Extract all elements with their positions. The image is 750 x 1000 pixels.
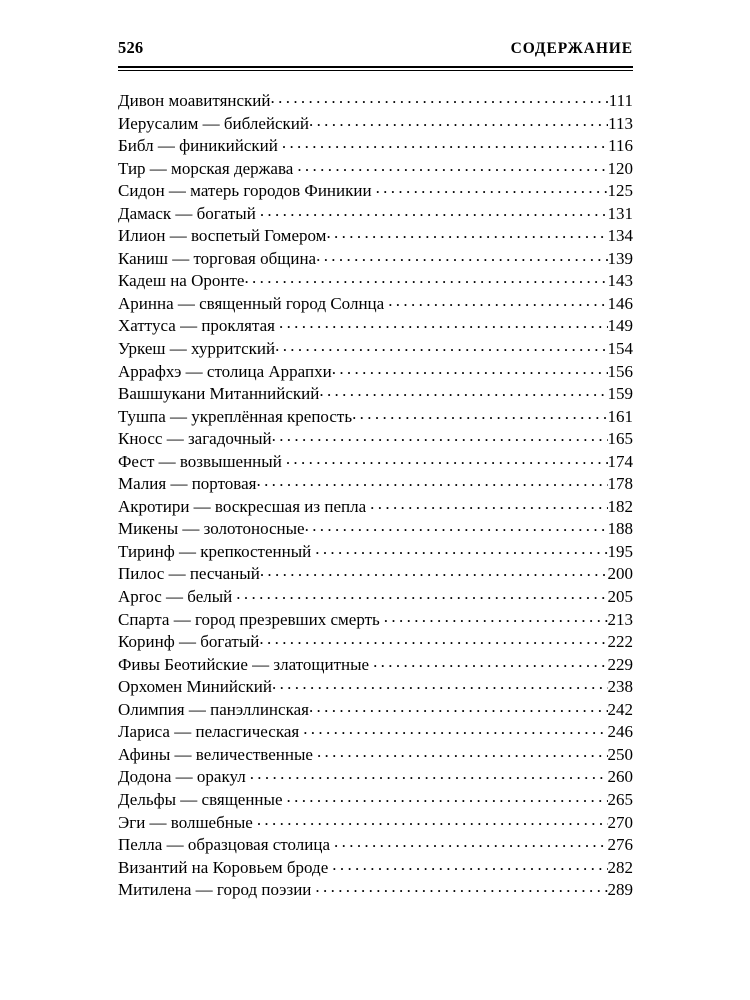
toc-entry-title: Аринна — священный город Солнца [118, 293, 385, 313]
toc-entry-page-number: 182 [607, 496, 633, 516]
toc-entry[interactable] [118, 134, 633, 157]
toc-dot-leader [384, 608, 608, 625]
toc-entry-page-number: 270 [607, 812, 633, 832]
toc-dot-leader [332, 360, 608, 377]
toc-entry-title: Вашшукани Митаннийский [118, 384, 320, 404]
toc-entry[interactable] [118, 179, 633, 202]
page-folio-number: 526 [118, 38, 144, 57]
toc-dot-leader [309, 112, 608, 129]
toc-dot-leader [319, 382, 607, 399]
toc-entry-page-number: 154 [607, 339, 633, 359]
toc-entry-page-number: 116 [608, 136, 633, 156]
toc-entry-title: Акротири — воскресшая из пепла [118, 496, 367, 516]
toc-entry[interactable] [118, 540, 633, 563]
toc-entry-page-number: 156 [607, 361, 633, 381]
toc-entry-title: Афины — величественные [118, 744, 313, 764]
toc-entry-title: Кносс — загадочный [118, 429, 272, 449]
toc-entry[interactable] [118, 720, 633, 743]
toc-dot-leader [282, 134, 608, 151]
toc-entry-title: Лариса — пеласгическая [118, 722, 300, 742]
toc-entry-page-number: 222 [607, 632, 633, 652]
toc-dot-leader [286, 450, 608, 467]
toc-entry[interactable] [118, 427, 633, 450]
toc-entry[interactable] [118, 382, 633, 405]
toc-entry[interactable] [118, 630, 633, 653]
toc-dot-leader [287, 788, 608, 805]
toc-entry[interactable] [118, 224, 633, 247]
toc-entry[interactable] [118, 202, 633, 225]
toc-entry-page-number: 250 [607, 744, 633, 764]
toc-entry[interactable] [118, 856, 633, 879]
toc-entry-page-number: 276 [607, 835, 633, 855]
toc-entry[interactable] [118, 878, 633, 901]
toc-dot-leader [271, 89, 609, 106]
toc-entry-page-number: 289 [607, 880, 633, 900]
toc-entry-page-number: 178 [607, 474, 633, 494]
toc-entry[interactable] [118, 517, 633, 540]
toc-entry-title: Византий на Коровьем броде [118, 857, 329, 877]
toc-dot-leader [244, 269, 607, 286]
toc-entry-title: Дельфы — священные [118, 789, 283, 809]
toc-entry[interactable] [118, 653, 633, 676]
toc-entry-page-number: 265 [607, 789, 633, 809]
toc-entry-page-number: 195 [607, 541, 633, 561]
toc-entry-title: Малия — портовая [118, 474, 257, 494]
toc-entry-title: Библ — финикийский [118, 136, 278, 156]
toc-entry[interactable] [118, 811, 633, 834]
toc-dot-leader [315, 878, 607, 895]
toc-entry-page-number: 134 [607, 226, 633, 246]
toc-entry[interactable] [118, 495, 633, 518]
toc-entry[interactable] [118, 314, 633, 337]
toc-entry[interactable] [118, 698, 633, 721]
toc-entry[interactable] [118, 788, 633, 811]
toc-entry[interactable] [118, 675, 633, 698]
toc-dot-leader [326, 224, 607, 241]
toc-entry-page-number: 229 [607, 654, 633, 674]
toc-entry-title: Иерусалим — библейский [118, 113, 309, 133]
toc-entry-page-number: 149 [607, 316, 633, 336]
toc-dot-leader [376, 179, 608, 196]
toc-entry-page-number: 213 [607, 609, 633, 629]
toc-entry[interactable] [118, 247, 633, 270]
toc-entry[interactable] [118, 405, 633, 428]
toc-entry[interactable] [118, 765, 633, 788]
toc-entry-title: Додона — оракул [118, 767, 246, 787]
toc-entry-title: Илион — воспетый Гомером [118, 226, 327, 246]
toc-entry-title: Уркеш — хурритский [118, 339, 276, 359]
toc-entry-page-number: 125 [607, 181, 633, 201]
toc-entry-page-number: 200 [607, 564, 633, 584]
toc-entry-page-number: 246 [607, 722, 633, 742]
toc-entry-title: Хаттуса — проклятая [118, 316, 275, 336]
toc-entry-title: Фест — возвышенный [118, 451, 282, 471]
toc-entry[interactable] [118, 585, 633, 608]
toc-entry-title: Спарта — город презревших смерть [118, 609, 380, 629]
toc-entry-title: Аррафхэ — столица Аррапхи [118, 361, 332, 381]
toc-entry[interactable] [118, 833, 633, 856]
toc-entry-page-number: 146 [607, 293, 633, 313]
toc-entry-page-number: 188 [607, 519, 633, 539]
running-head [118, 40, 633, 57]
toc-entry[interactable] [118, 743, 633, 766]
toc-entry[interactable] [118, 360, 633, 383]
toc-entry-title: Митилена — город поэзии [118, 880, 312, 900]
table-of-contents-list [118, 89, 633, 901]
toc-entry[interactable] [118, 157, 633, 180]
toc-entry[interactable] [118, 608, 633, 631]
toc-entry-title: Дивон моавитянский [118, 91, 271, 110]
toc-dot-leader [352, 405, 607, 422]
header-rule-lower [118, 70, 633, 71]
toc-dot-leader [373, 653, 607, 670]
toc-entry-title: Коринф — богатый [118, 632, 260, 652]
toc-entry-title: Каниш — торговая община [118, 248, 317, 268]
header-double-rule [118, 66, 633, 71]
toc-entry-title: Кадеш на Оронте [118, 271, 245, 291]
toc-entry[interactable] [118, 562, 633, 585]
toc-entry-title: Пилос — песчаный [118, 564, 260, 584]
toc-dot-leader [279, 314, 608, 331]
toc-entry-page-number: 143 [607, 271, 633, 291]
toc-dot-leader [236, 585, 607, 602]
toc-entry-title: Сидон — матерь городов Финикии [118, 181, 372, 201]
toc-entry-title: Олимпия — панэллинская [118, 699, 309, 719]
toc-entry[interactable] [118, 450, 633, 473]
toc-dot-leader [250, 765, 608, 782]
toc-entry[interactable] [118, 337, 633, 360]
toc-entry-page-number: 159 [607, 384, 633, 404]
toc-entry-page-number: 282 [607, 857, 633, 877]
toc-entry[interactable] [118, 112, 633, 135]
toc-entry-title: Микены — золотоносные [118, 519, 305, 539]
toc-dot-leader [260, 202, 608, 219]
toc-entry-title: Фивы Беотийские — златощитные [118, 654, 370, 674]
toc-entry-title: Тиринф — крепкостенный [118, 541, 312, 561]
toc-dot-leader [305, 517, 608, 534]
toc-entry-page-number: 131 [607, 203, 633, 223]
toc-dot-leader [259, 630, 607, 647]
toc-entry-title: Орхомен Минийский [118, 677, 272, 697]
toc-entry-page-number: 174 [607, 451, 633, 471]
toc-dot-leader [370, 495, 607, 512]
toc-dot-leader [303, 720, 607, 737]
toc-entry-title: Аргос — белый [118, 587, 233, 607]
running-head-title: СОДЕРЖАНИЕ [510, 40, 633, 57]
toc-dot-leader [388, 292, 607, 309]
toc-dot-leader [257, 811, 608, 828]
toc-entry-page-number: 205 [607, 587, 633, 607]
toc-dot-leader [272, 427, 608, 444]
toc-dot-leader [317, 743, 608, 760]
toc-entry-title: Пелла — образцовая столица [118, 835, 331, 855]
toc-entry-title: Дамаск — богатый [118, 203, 256, 223]
toc-dot-leader [272, 675, 608, 692]
toc-entry-title: Эги — волшебные [118, 812, 253, 832]
toc-entry-page-number: 165 [607, 429, 633, 449]
toc-entry[interactable] [118, 292, 633, 315]
toc-entry-page-number: 242 [607, 699, 633, 719]
toc-entry-page-number: 113 [608, 113, 633, 133]
toc-entry-title: Тир — морская держава [118, 158, 294, 178]
toc-dot-leader [275, 337, 607, 354]
toc-dot-leader [309, 698, 608, 715]
toc-dot-leader [316, 247, 607, 264]
toc-entry[interactable] [118, 89, 633, 112]
toc-entry[interactable] [118, 269, 633, 292]
toc-dot-leader [315, 540, 607, 557]
toc-dot-leader [332, 856, 607, 873]
toc-entry-title: Тушпа — укреплённая крепость [118, 406, 353, 426]
toc-entry-page-number: 238 [607, 677, 633, 697]
toc-entry-page-number: 120 [607, 158, 633, 178]
toc-entry-page-number: 111 [608, 91, 633, 110]
toc-entry-page-number: 139 [607, 248, 633, 268]
toc-dot-leader [334, 833, 607, 850]
toc-entry-page-number: 161 [607, 406, 633, 426]
toc-entry[interactable] [118, 472, 633, 495]
toc-dot-leader [297, 157, 607, 174]
toc-entry-page-number: 260 [607, 767, 633, 787]
toc-dot-leader [256, 472, 607, 489]
toc-dot-leader [260, 562, 608, 579]
